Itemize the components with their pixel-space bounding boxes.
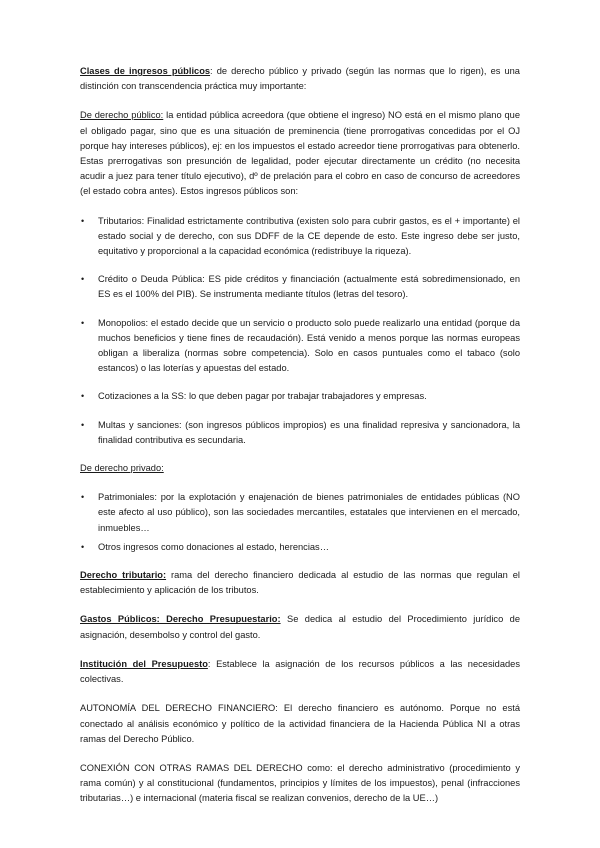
paragraph-institucion-presupuesto [80,657,520,687]
paragraph-gastos-publicos [80,612,520,642]
bullet-icon: • [81,215,85,226]
text-clases-ingresos: : de derecho público y privado (según las normas que lo rigen), es una distinción con transcendencia práctica muy importante: [80,66,520,92]
bullet-icon: • [81,274,85,285]
paragraph-autonomia: AUTONOMÍA DEL DERECHO FINANCIERO: El derecho financiero es autónomo. Porque no está conectado al análisis económico y político de la actividad financiera de la Hacienda Pública NI a otras ramas del Derecho Público. [80,703,520,744]
heading-institucion-presupuesto: Institución del Presupuesto [80,658,208,669]
bullet-icon: • [81,541,85,552]
list-item-text: Monopolios: el estado decide que un servicio o producto solo puede realizarlo una entidad (porque da muchos beneficios y tiene fines de recaudación). Está venido a menos porque las normas europeas obligan a liberaliza (normas sobre competencia). Solo en casos puntuales como el tabaco (solo estancos) o las loterías y apuestas del estado. [98,317,520,374]
list-item-text: Tributarios: Finalidad estrictamente contributiva (existen solo para cubrir gastos, es el + importante) el estado social y de derecho, con sus DDFF de la CE depende de esto. Este ingreso debe ser justo, equitativo y proporcional a la capacidad económica (redistribuye la riqueza). [98,215,520,257]
list-item-text: Otros ingresos como donaciones al estado, herencias… [98,541,329,552]
list-item [80,272,520,302]
text-gastos-publicos: Se dedica al estudio del Procedimiento jurídico de asignación, desembolso y control del gasto. [80,614,520,640]
list-item [80,389,520,404]
text-derecho-publico: la entidad pública acreedora (que obtiene el ingreso) NO está en el mismo plano que el obligado pagar, sino que es una situación de preminencia (tiene prorrogativas concedidas por el OJ porque hay intereses públicos), ej: en los impuestos el estado acreedor tiene prorrogativas para obtenerlo. Estas prerrogativas son presunción de legalidad, poder ejecutar directamente un crédito (no necesita acudir a juez para tener título ejecutivo), dº de prelación para el cobro en caso de concurso de acreedores (el estado cobra antes). Estos ingresos públicos son: [80,110,520,197]
private-income-list [80,490,520,555]
paragraph-derecho-privado [80,461,520,476]
heading-derecho-privado: De derecho privado: [80,463,164,474]
list-item-text: Multas y sanciones: (son ingresos públicos impropios) es una finalidad represiva y sancionadora, la finalidad contributiva es secundaria. [98,419,520,445]
list-item-text: Patrimoniales: por la explotación y enajenación de bienes patrimoniales de entidades públicas (NO este afecto al uso público), son las sociedades mercantiles, estatales que intervienen en el mercado, inmuebles… [98,492,520,533]
heading-derecho-tributario: Derecho tributario: [80,570,167,581]
public-income-list [80,214,520,448]
heading-gastos-publicos: Gastos Públicos: Derecho Presupuestario: [80,614,281,625]
list-item-text: Cotizaciones a la SS: lo que deben pagar por trabajar trabajadores y empresas. [98,391,427,402]
bullet-icon: • [81,317,85,328]
bullet-icon: • [81,419,85,430]
list-item [80,316,520,377]
heading-clases-ingresos: Clases de ingresos públicos [80,66,211,76]
heading-derecho-publico: De derecho público: [80,110,164,121]
list-item [80,540,520,555]
bullet-icon: • [81,391,85,402]
list-item [80,214,520,260]
paragraph-derecho-tributario [80,568,520,598]
list-item-text: Crédito o Deuda Pública: ES pide créditos y financiación (actualmente está sobredimensionado, en ES es el 100% del PIB). Se instrumenta mediante títulos (letras del tesoro). [98,274,520,300]
bullet-icon: • [81,492,85,503]
text-institucion-presupuesto: : Establece la asignación de los recursos públicos a las necesidades colectivas. [80,658,520,685]
paragraph-clases-ingresos [80,64,520,94]
paragraph-derecho-publico [80,108,520,199]
list-item [80,490,520,536]
list-item [80,418,520,448]
paragraph-conexion: CONEXIÓN CON OTRAS RAMAS DEL DERECHO como: el derecho administrativo (procedimiento y rama común) y al constitucional (fundamentos, principios y límites de los impuestos), penal (infracciones tributarias…) e internacional (materia fiscal se realizan convenios, derecho de la UE…) [80,762,520,804]
text-derecho-tributario: rama del derecho financiero dedicada al estudio de las normas que regulan el establecimiento y aplicación de los tributos. [80,570,520,596]
